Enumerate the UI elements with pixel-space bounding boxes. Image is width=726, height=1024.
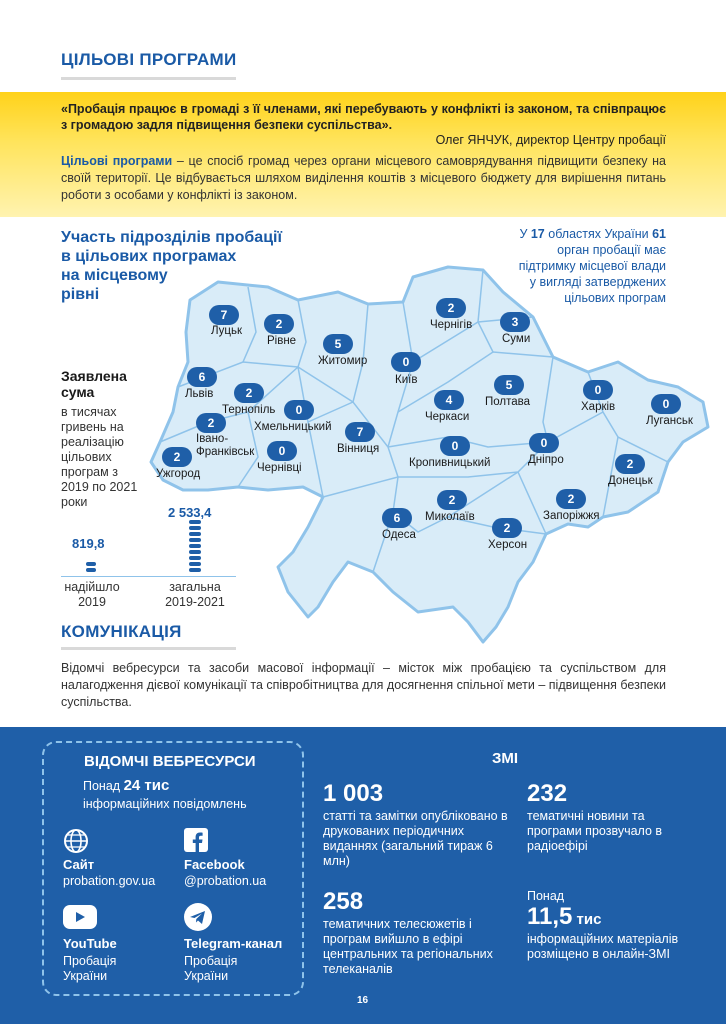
note-bodies-count: 61: [652, 227, 666, 241]
note-regions-count: 17: [530, 227, 545, 241]
telegram-icon: [184, 903, 212, 931]
region-donetsk: Донецьк: [608, 475, 653, 487]
youtube-icon: [63, 905, 97, 929]
badge-donetsk: 2: [615, 454, 645, 474]
bar-dot: [189, 562, 201, 566]
bar-2019: [86, 562, 96, 574]
communication-title: КОМУНІКАЦІЯ: [61, 622, 182, 641]
badge-dnipro: 0: [529, 433, 559, 453]
region-lutsk: Луцьк: [211, 325, 243, 337]
badge-ivano-frankivsk: 2: [196, 413, 226, 433]
bar-label-2019: надійшло 2019: [64, 580, 120, 609]
badge-sumy: 3: [500, 312, 530, 332]
badge-kherson: 2: [492, 518, 522, 538]
badge-kropyvnytskyi: 0: [440, 436, 470, 456]
region-vinnytsia: Вінниця: [337, 443, 380, 455]
region-mykolaiv: Миколаїв: [425, 511, 475, 523]
region-cherkasy: Черкаси: [425, 411, 470, 423]
badge-ternopil: 2: [234, 383, 264, 403]
intro-paragraph: [61, 153, 666, 204]
title-underline: [61, 77, 236, 80]
site-link[interactable]: probation.gov.ua: [63, 874, 156, 888]
bar-dot: [86, 562, 96, 566]
badge-mykolaiv: 2: [437, 490, 467, 510]
region-ivano-frankivsk: Івано- Франківськ: [196, 433, 255, 458]
region-rivne: Рівне: [267, 335, 297, 347]
web-title: ВІДОМЧІ ВЕБРЕСУРСИ: [84, 753, 256, 770]
telegram-link[interactable]: Пробація України: [184, 954, 238, 983]
facebook-link[interactable]: @probation.ua: [184, 874, 267, 888]
region-poltava: Полтава: [485, 396, 531, 408]
stat-print-value: 1 003: [323, 780, 384, 807]
map-title: Участь підрозділів пробації в цільових програмах на місцевому рівні: [61, 229, 282, 303]
badge-lviv: 6: [187, 367, 217, 387]
bar-dot: [189, 538, 201, 542]
bar-total: [189, 520, 201, 574]
badge-vinnytsia: 7: [345, 422, 375, 442]
bar-dot: [189, 556, 201, 560]
region-zhytomyr: Житомир: [318, 355, 368, 367]
web-count-desc: інформаційних повідомлень: [83, 797, 247, 811]
communication-underline: [61, 647, 236, 650]
bar-dot: [189, 532, 201, 536]
badge-lutsk: 7: [209, 305, 239, 325]
badge-kharkiv: 0: [583, 380, 613, 400]
region-chernihiv: Чернігів: [430, 319, 473, 331]
bar-value-total: 2 533,4: [168, 505, 212, 520]
bar-baseline: [61, 576, 236, 577]
stat-radio-desc: тематичні новини та програми прозвучало в радіоефірі: [527, 809, 663, 853]
youtube-link[interactable]: Пробація України: [63, 954, 117, 983]
web-count: Понад 24 тис: [83, 777, 170, 794]
stat-online-value: 11,5 тис: [527, 903, 602, 930]
media-title: ЗМІ: [492, 750, 519, 767]
region-kharkiv: Харків: [581, 401, 616, 413]
stat-print-desc: статті та замітки опубліковано в друкованих періодичних виданнях (загальний тираж 6 млн): [323, 809, 508, 868]
bar-dot: [189, 544, 201, 548]
bar-dot: [189, 550, 201, 554]
globe-icon: [63, 828, 89, 854]
youtube-label: YouTube: [63, 936, 117, 951]
facebook-label: Facebook: [184, 857, 245, 872]
page-title: ЦІЛЬОВІ ПРОГРАМИ: [61, 50, 237, 69]
badge-luhansk: 0: [651, 394, 681, 414]
map-note: У 17 областях України 61 орган пробації має підтримку місцевої влади у вигляді затверджених цільових програм: [518, 227, 666, 305]
stat-tv-value: 258: [323, 888, 364, 915]
badge-zhytomyr: 5: [323, 334, 353, 354]
badge-rivne: 2: [264, 314, 294, 334]
bar-dot: [189, 526, 201, 530]
region-chernivtsi: Чернівці: [257, 462, 302, 474]
intro-term: Цільові програми: [61, 154, 173, 168]
bar-label-total: загальна 2019-2021: [165, 580, 225, 609]
communication-text: Відомчі вебресурси та засоби масової інформації – місток між пробацією та суспільством для налагодження дієвої комунікації та співробітництва для досягнення спільної мети – підвищення безпеки суспільства.: [61, 661, 666, 709]
badge-zaporizhzhia: 2: [556, 489, 586, 509]
region-kropyvnytskyi: Кропивницький: [409, 457, 491, 469]
bar-dot: [189, 568, 201, 572]
region-kherson: Херсон: [488, 539, 528, 551]
region-khmelnytskyi: Хмельницький: [254, 421, 332, 433]
region-dnipro: Дніпро: [528, 454, 564, 466]
region-odesa: Одеса: [382, 529, 416, 541]
sum-title: Заявлена сума: [61, 368, 127, 400]
badge-odesa: 6: [382, 508, 412, 528]
stat-online-desc: інформаційних матеріалів розміщено в онлайн-ЗМІ: [527, 932, 679, 961]
site-label: Сайт: [63, 857, 95, 872]
region-zaporizhzhia: Запоріжжя: [543, 510, 600, 522]
bar-dot: [86, 568, 96, 572]
facebook-icon: [184, 828, 208, 852]
stat-radio-value: 232: [527, 780, 568, 807]
stat-tv-desc: тематичних телесюжетів і програм вийшло в ефірі центральних та регіональних телеканалів: [323, 917, 493, 976]
badge-khmelnytskyi: 0: [284, 400, 314, 420]
badge-cherkasy: 4: [434, 390, 464, 410]
telegram-label: Telegram-канал: [184, 936, 283, 951]
region-ternopil: Тернопіль: [222, 404, 276, 416]
region-uzhhorod: Ужгород: [156, 468, 201, 480]
badge-chernivtsi: 0: [267, 441, 297, 461]
badge-chernihiv: 2: [436, 298, 466, 318]
quote-author: Олег ЯНЧУК, директор Центру пробації: [435, 133, 666, 147]
badge-poltava: 5: [494, 375, 524, 395]
page-number: 16: [357, 995, 369, 1006]
badge-uzhhorod: 2: [162, 447, 192, 467]
intro-text: – це спосіб громад через органи місцевого самоврядування підвищити безпеку на своїй території. Це відбувається шляхом виділення коштів з місцевого бюджету для вирішення питань роботи з особами у конфлікті із законом.: [61, 154, 666, 202]
region-sumy: Суми: [502, 333, 531, 345]
sum-desc: в тисячах гривень на реалізацію цільових програм з 2019 по 2021 роки: [61, 405, 138, 509]
bar-value-2019: 819,8: [72, 536, 105, 551]
quote-text: «Пробація працює в громаді з її членами, які перебувають у конфлікті із законом, та співпрацює з громадою задля підвищення безпеки суспільства».: [61, 102, 666, 132]
region-luhansk: Луганськ: [646, 415, 693, 427]
region-kyiv: Київ: [395, 374, 418, 386]
badge-kyiv: 0: [391, 352, 421, 372]
stat-online-pre: Понад: [527, 889, 565, 903]
bar-dot: [189, 520, 201, 524]
region-lviv: Львів: [185, 388, 214, 400]
